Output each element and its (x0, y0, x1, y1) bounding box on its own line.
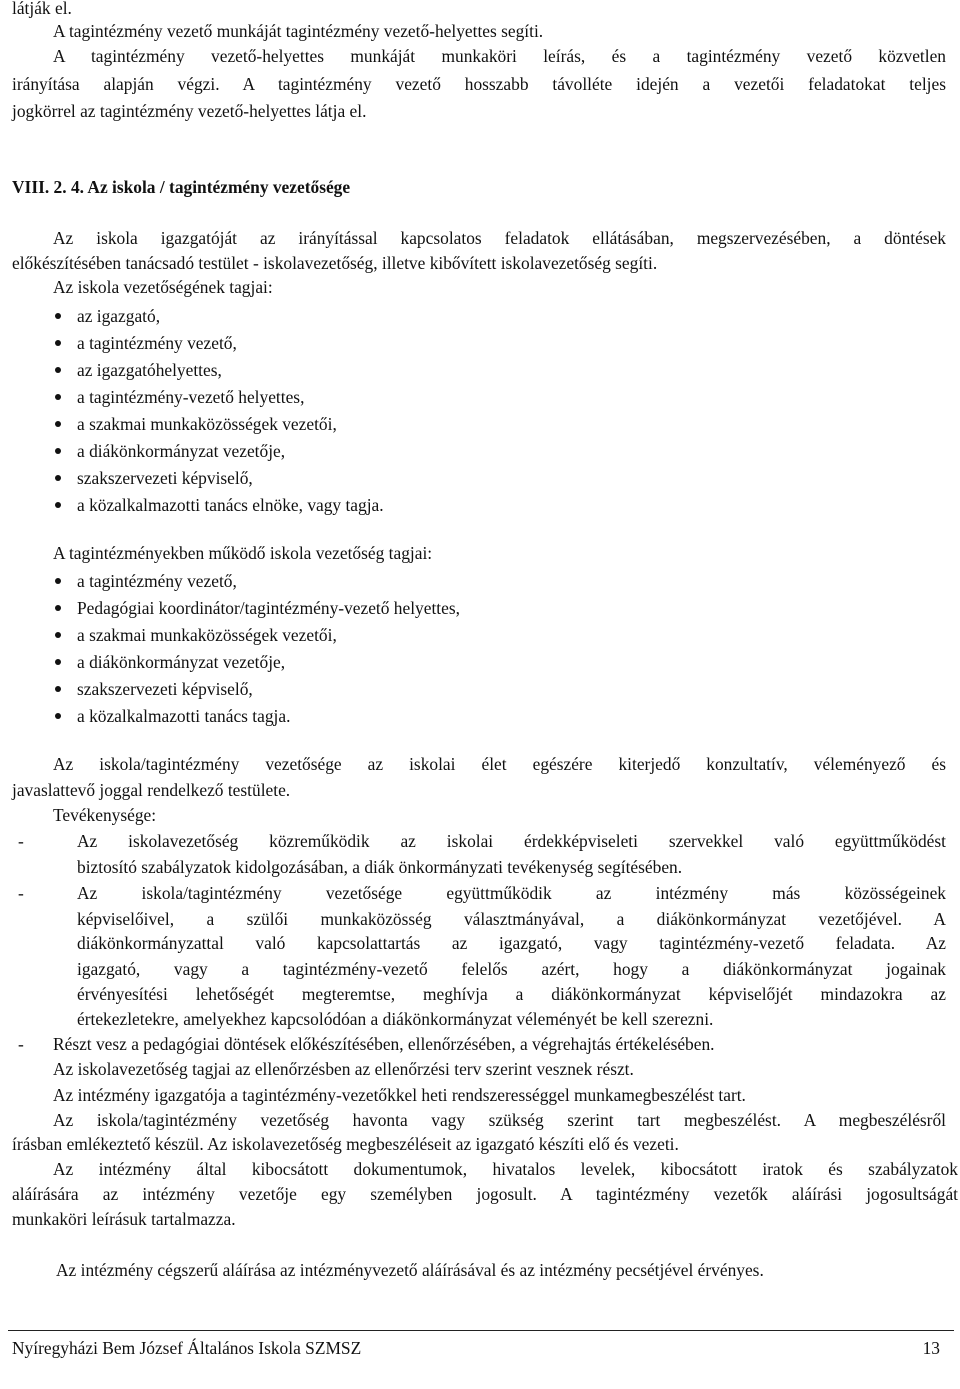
page-number: 13 (922, 1338, 940, 1358)
text-line: Részt vesz a pedagógiai döntések előkészítésében, ellenőrzésében, a végrehajtás értékelésében. (53, 1034, 715, 1054)
bullet-icon (55, 578, 61, 584)
text-line: irányítása alapján végzi. A tagintézmény vezető hosszabb távolléte idején a vezetői feladatokat teljes (12, 74, 946, 94)
list-item: a tagintézmény-vezető helyettes, (77, 387, 305, 407)
bullet-icon (55, 686, 61, 692)
text-line: Az iskola/tagintézmény vezetőség havonta vagy szükség szerint tart megbeszélést. A megbeszélésről (53, 1110, 946, 1130)
footer-divider (8, 1330, 954, 1331)
list-item: a diákönkormányzat vezetője, (77, 441, 286, 461)
list-item: a tagintézmény vezető, (77, 333, 237, 353)
text-line: Az iskolavezetőség tagjai az ellenőrzésben az ellenőrzési terv szerint vesznek részt. (53, 1059, 634, 1079)
bullet-icon (55, 313, 61, 319)
text-line: Az intézmény igazgatója a tagintézmény-vezetőkkel heti rendszerességgel munkamegbeszélést tart. (53, 1085, 746, 1105)
text-line: Az intézmény által kibocsátott dokumentumok, hivatalos levelek, kibocsátott iratok és szabályzatok (53, 1159, 958, 1179)
list-item: a szakmai munkaközösségek vezetői, (77, 414, 337, 434)
list-item: az igazgatóhelyettes, (77, 360, 222, 380)
text-line: Az iskola/tagintézmény vezetősége az iskolai élet egészére kiterjedő konzultatív, véleményező és (53, 754, 946, 774)
text-line: képviselőivel, a szülői munkaközösség választmányával, a diákönkormányzat vezetőjével. A (77, 909, 946, 929)
text-line: Az iskola/tagintézmény vezetősége együttműködik az intézmény más közösségeinek (77, 883, 946, 903)
text-line: diákönkormányzattal való kapcsolattartás az igazgató, vagy tagintézmény-vezető feladata. Az (77, 933, 946, 953)
text-line: érvényesítési lehetőségét megteremtse, meghívja a diákönkormányzat képviselőjét mindazokra az (77, 984, 946, 1004)
text-line: aláírására az intézmény vezetője egy személyben jogosult. A tagintézmény vezetők aláírási jogosultságát (12, 1184, 958, 1204)
text-line: biztosító szabályzatok kidolgozásában, a diák önkormányzati tevékenység segítésében. (77, 857, 683, 877)
text-line: munkaköri leírásuk tartalmazza. (12, 1209, 236, 1229)
list-item: a tagintézmény vezető, (77, 571, 237, 591)
bullet-icon (55, 421, 61, 427)
text-line: írásban emlékeztető készül. Az iskolavezetőség megbeszéléseit az igazgató készíti elő és vezeti. (12, 1134, 679, 1154)
text-line: javaslattevő joggal rendelkező testülete. (12, 780, 291, 800)
bullet-icon (55, 340, 61, 346)
bullet-icon (55, 605, 61, 611)
footer-title: Nyíregyházi Bem József Általános Iskola SZMSZ (12, 1338, 362, 1358)
list-item: a szakmai munkaközösségek vezetői, (77, 625, 337, 645)
bullet-icon (55, 367, 61, 373)
text-line: igazgató, vagy a tagintézmény-vezető felelős azért, hogy a diákönkormányzat jogainak (77, 959, 946, 979)
bullet-icon (55, 394, 61, 400)
bullet-icon (55, 713, 61, 719)
text-line: látják el. (12, 0, 72, 18)
list-item: a közalkalmazotti tanács elnöke, vagy tagja. (77, 495, 384, 515)
text-line: értekezletekre, amelyekhez kapcsolódóan a diákönkormányzat véleményét be kell szerezni. (77, 1009, 714, 1029)
bullet-icon (55, 475, 61, 481)
text-line: A tagintézmény vezető-helyettes munkáját munkaköri leírás, és a tagintézmény vezető közvetlen (53, 46, 946, 66)
text-line: Az iskolavezetőség közreműködik az iskolai érdekképviseleti szervekkel való együttműködést (77, 831, 946, 851)
section-heading: VIII. 2. 4. Az iskola / tagintézmény vezetősége (12, 177, 351, 197)
list-item: az igazgató, (77, 306, 161, 326)
list-item: szakszervezeti képviselő, (77, 468, 253, 488)
bullet-icon (55, 659, 61, 665)
list-item: a közalkalmazotti tanács tagja. (77, 706, 291, 726)
dash-marker: - (18, 1034, 24, 1054)
list-title: Tevékenysége: (53, 805, 157, 825)
text-line: A tagintézmény vezető munkáját tagintézmény vezető-helyettes segíti. (53, 21, 544, 41)
text-line: jogkörrel az tagintézmény vezető-helyettes látja el. (12, 101, 367, 121)
bullet-icon (55, 448, 61, 454)
dash-marker: - (18, 883, 24, 903)
list-title: Az iskola vezetőségének tagjai: (53, 277, 273, 297)
bullet-icon (55, 502, 61, 508)
text-line: Az intézmény cégszerű aláírása az intézményvezető aláírásával és az intézmény pecsétjével érvényes. (56, 1260, 764, 1280)
list-title: A tagintézményekben működő iskola vezetőség tagjai: (53, 543, 433, 563)
text-line: előkészítésében tanácsadó testület - iskolavezetőség, illetve kibővített iskolavezetőség segíti. (12, 253, 658, 273)
list-item: a diákönkormányzat vezetője, (77, 652, 286, 672)
bullet-icon (55, 632, 61, 638)
dash-marker: - (18, 831, 24, 851)
list-item: Pedagógiai koordinátor/tagintézmény-vezető helyettes, (77, 598, 460, 618)
text-line: Az iskola igazgatóját az irányítással kapcsolatos feladatok ellátásában, megszervezésében, a döntések (53, 228, 946, 248)
list-item: szakszervezeti képviselő, (77, 679, 253, 699)
